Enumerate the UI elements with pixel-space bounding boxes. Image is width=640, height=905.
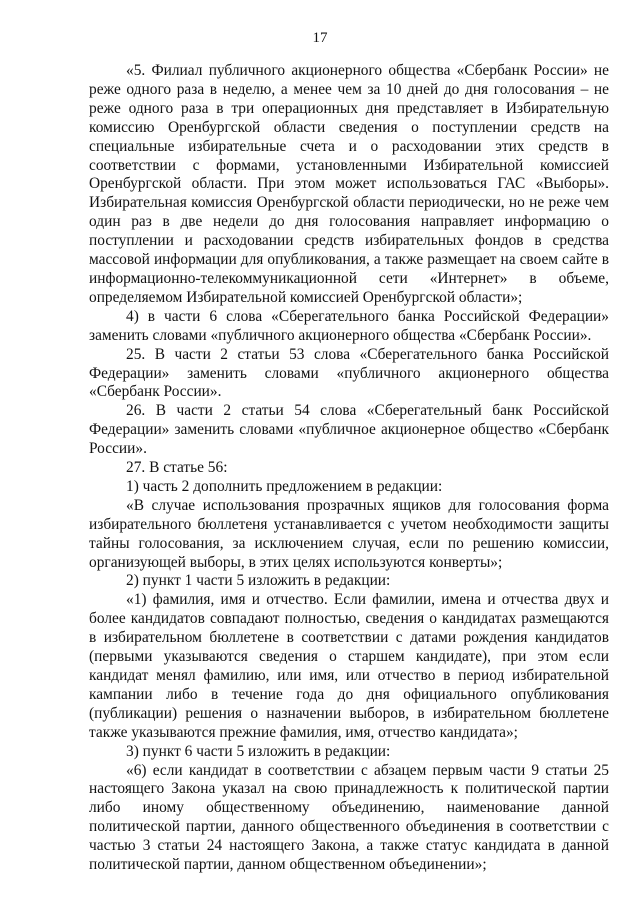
paragraph-10: 3) пункт 6 части 5 изложить в редакции: [126,742,391,760]
paragraph-6: 1) часть 2 дополнить предложением в редакции: [126,477,443,495]
paragraph-2: 4) в части 6 слова «Сберегательного банка Российской Федерации» заменить словами «публичного акционерного общества «Сбербанк России». [89,307,609,344]
paragraph-5: 27. В статье 56: [126,459,228,477]
paragraph-11: «6) если кандидат в соответствии с абзацем первым части 9 статьи 25 настоящего Закона указал на свою принадлежность к политической партии либо иному общественному объединению, наименование данной политической партии, данного общественного объединения в соответствии с частью 3 статьи 24 настоящего Закона, а также статус кандидата в данной политической партии, данном общественном объединении»; [89,761,609,874]
paragraph-7: «В случае использования прозрачных ящиков для голосования форма избирательного бюллетеня устанавливается с учетом необходимости защиты тайны голосования, за исключением случая, если по решению комиссии, организующей выборы, в этих целях используются конверты»; [89,496,609,571]
paragraph-8: 2) пункт 1 части 5 изложить в редакции: [126,572,391,590]
page-number: 17 [312,30,328,46]
paragraph-1: «5. Филиал публичного акционерного общества «Сбербанк России» не реже одного раза в неделю, а менее чем за 10 дней до дня голосования – не реже одного раза в три операционных дня представляет в Избирательную комиссию Оренбургской области сведения о поступлении средств на специальные избирательные счета и о расходовании этих средств в соответствии с формами, установленными Избирательной комиссией Оренбургской области. При этом может использоваться ГАС «Выборы». Избирательная комиссия Оренбургской области периодически, но не реже чем один раз в две недели до дня голосования направляет информацию о поступлении и расходовании средств избирательных фондов в средства массовой информации для опубликования, а также размещает на своем сайте в информационно-телекоммуникационной сети «Интернет» в объеме, определяемом Избирательной комиссией Оренбургской области»; [89,62,609,306]
paragraph-4: 26. В части 2 статьи 54 слова «Сберегательный банк Российской Федерации» заменить словами «публичное акционерное общество «Сбербанк России». [89,402,609,458]
paragraph-9: «1) фамилия, имя и отчество. Если фамилии, имена и отчества двух и более кандидатов совпадают полностью, сведения о кандидатах размещаются в избирательном бюллетене в соответствии с датами рождения кандидатов (первыми указываются сведения о старшем кандидате), при этом если кандидат менял фамилию, или имя, или отчество в период избирательной кампании либо в течение года до дня официального опубликования (публикации) решения о назначении выборов, в избирательном бюллетене также указываются прежние фамилия, имя, отчество кандидата»; [89,591,609,741]
paragraph-3: 25. В части 2 статьи 53 слова «Сберегательного банка Российской Федерации» заменить словами «публичного акционерного общества «Сбербанк России». [89,345,609,401]
document-body [89,62,609,875]
